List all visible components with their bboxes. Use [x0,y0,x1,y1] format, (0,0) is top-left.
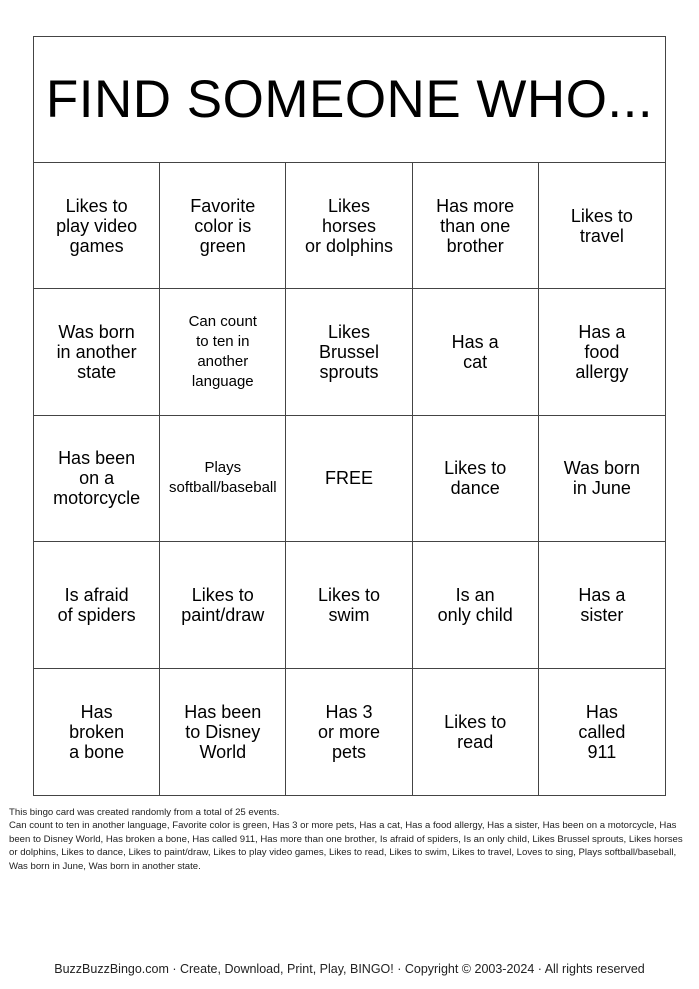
bingo-cell: Likes to read [413,669,539,795]
card-title: FIND SOMEONE WHO... [34,37,665,163]
bingo-cell: Is afraid of spiders [34,542,160,668]
bingo-grid [34,163,665,795]
footnote-summary: This bingo card was created randomly from a total of 25 events. [9,807,280,818]
event-list-footnote [9,806,693,873]
bingo-cell: Likes to swim [286,542,412,668]
bingo-cell: Likes to dance [413,416,539,542]
bingo-cell: Has a food allergy [539,289,665,415]
bingo-cell: Has been on a motorcycle [34,416,160,542]
bingo-cell: Likes to travel [539,163,665,289]
bingo-cell: Has broken a bone [34,669,160,795]
copyright-footer: BuzzBuzzBingo.com · Create, Download, Print, Play, BINGO! · Copyright © 2003-2024 · All rights reserved [54,962,645,976]
free-space-cell: FREE [286,416,412,542]
bingo-cell: Has a cat [413,289,539,415]
bingo-cell: Has more than one brother [413,163,539,289]
bingo-cell: Has a sister [539,542,665,668]
bingo-cell: Likes to paint/draw [160,542,286,668]
bingo-cell: Can count to ten in another language [160,289,286,415]
bingo-cell: Was born in another state [34,289,160,415]
bingo-cell: Likes to play video games [34,163,160,289]
bingo-cell: Was born in June [539,416,665,542]
bingo-cell: Likes Brussel sprouts [286,289,412,415]
footnote-event-list: Can count to ten in another language, Favorite color is green, Has 3 or more pets, Has a cat, Has a food allergy, Has a sister, Has been on a motorcycle, Has been to Disney World, Has broken a bone, Has called 911, Has more than one brother, Is afraid of spiders, Is an only child, Likes Brussel sprouts, Likes horses or dolphins, Likes to dance, Likes to paint/draw, Likes to play video games, Likes to read, Likes to swim, Likes to travel, Loves to sing, Plays softball/baseball, Was born in June, Was born in another state. [9,820,683,872]
bingo-cell: Likes horses or dolphins [286,163,412,289]
bingo-cell: Plays softball/baseball [160,416,286,542]
bingo-cell: Favorite color is green [160,163,286,289]
bingo-cell: Is an only child [413,542,539,668]
bingo-cell: Has been to Disney World [160,669,286,795]
bingo-cell: Has 3 or more pets [286,669,412,795]
bingo-card [33,36,666,796]
bingo-cell: Has called 911 [578,701,626,762]
